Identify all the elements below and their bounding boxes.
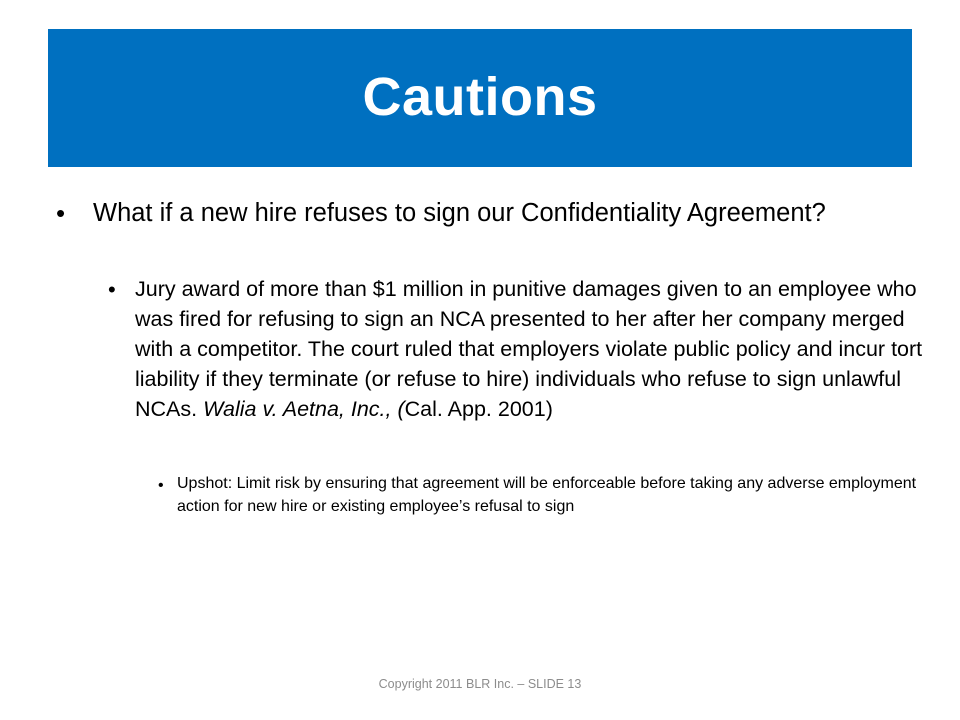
bullet-level-3-text: Upshot: Limit risk by ensuring that agreement will be enforceable before taking any adverse employment action for new hire or existing employee’s refusal to sign xyxy=(177,475,917,515)
level-2-body: Jury award of more than $1 million in punitive damages given to an employee who was fired for refusing to sign an NCA presented to her after her company merged with a competitor. The court ruled that employers violate public policy and incur tort liability if they terminate (or refuse to hire) individuals who refuse to sign unlawful NCAs. xyxy=(135,277,923,421)
court-citation: Cal. App. 2001) xyxy=(404,397,553,421)
bullet-dot-icon: • xyxy=(158,477,164,494)
bullet-level-2-text xyxy=(135,274,925,424)
slide-footer: Copyright 2011 BLR Inc. – SLIDE 13 xyxy=(378,677,582,691)
case-citation: Walia v. Aetna, Inc., ( xyxy=(203,397,405,421)
bullet-dot-icon: • xyxy=(56,198,66,228)
bullet-dot-icon: • xyxy=(108,277,116,302)
bullet-level-1-text: What if a new hire refuses to sign our Confidentiality Agreement? xyxy=(93,199,826,227)
slide-title: Cautions xyxy=(362,67,598,127)
